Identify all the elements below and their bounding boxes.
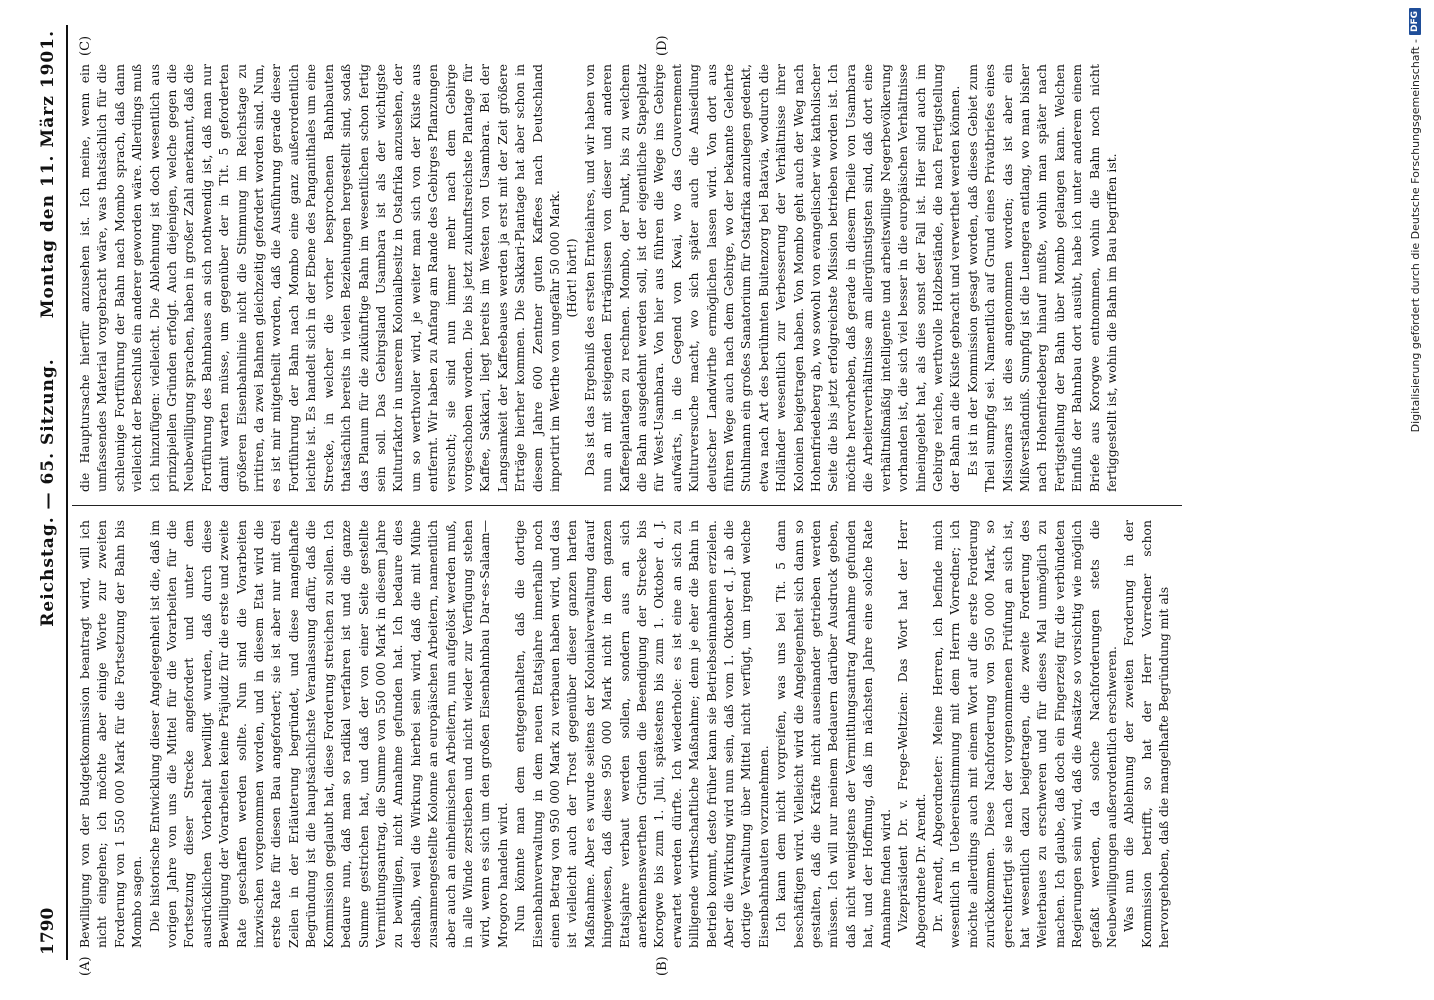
left-paragraph-4: Ich kann dem nicht vorgreifen, was uns bei Tit. 5 dann beschäftigen wird. Vielleicht wird die Angelegenheit sich dann so gestalten, daß die Kräfte nicht auseinander getrieben werden müssen. Ich will nur meinem Bedauern darüber Ausdruck geben, daß nicht wenigstens der Vermittlungsantrag Annahme gefunden hat, und der Hoffnung, daß im nächsten Jahre eine solche Rate Annahme finden wird. bbox=[773, 520, 893, 948]
header-rule bbox=[66, 25, 68, 960]
session-date: Montag den 11. März 1901. bbox=[38, 30, 58, 319]
right-paragraph-3: Das ist das Ergebniß des ersten Ernteiahres, und wir haben von nun an mit steigenden Erträgnissen von dieser und anderen Kaffeeplantagen zu rechnen. Mombo, der Punkt, bis zu welchem die Bahn ausgedehnt werden soll, ist der eigentliche Stapelplatz für West-Usambara. Von hier aus führen die Wege ins Gebirge aufwärts, in die Gegend von Kwai, wo das Gouvernement Kulturversuche macht, wo sich später auch die Ansiedlung deutscher Landwirthe ermöglichen lassen wird. Von dort aus führen Wege auch nach dem Gebirge, wo der bekannte Gelehrte Stuhlmann ein großes Sanatorium für Ostafrika anzulegen gedenkt, etwa nach Art des berühmten Buitenzorg bei Batavia, wodurch die Holländer wesentlich zur Verbesserung der Verhältnisse ihrer Kolonien beigetragen haben. Von Mombo geht auch der Weg nach Hohenfriedeberg ab, wo sowohl von evangelischer wie katholischer Seite die bis jetzt erfolgreichste Mission betrieben worden ist. Ich möchte hervorheben, daß gerade in diesem Theile von Usambara die Arbeiterverhältnisse am allergünstigsten sind, daß dort eine verhältnißmäßig intelligente und arbeitswillige Negerbevölkerung vorhanden ist, die sich viel besser in die europäischen Verhältnisse hineingelebt hat, als dies sonst der Fall ist. Hier sind auch im Gebirge reiche, werthvolle Holzbestände, die nach Fertigstellung der Bahn an die Küste gebracht und verwerthet werden können. bbox=[581, 64, 963, 492]
dfg-logo: DFG bbox=[1409, 8, 1421, 35]
left-paragraph-6: Dr. Arendt, Abgeordneter: Meine Herren, ich befinde mich wesentlich in Uebereinstimmung mit dem Herrn Vorredner; ich möchte allerdings auch mit einem Wort auf die erste Forderung zurückkommen. Diese Nachforderung von 950 000 Mark, so gerechtfertigt sie nach der vorgenommenen Prüfung an sich ist, hat wesentlich dazu beigetragen, die zweite Forderung des Weiterbaues zu erschweren und für dieses Mal unmöglich zu machen. Ich glaube, daß doch ein Fingerzeig für die verbündeten Regierungen sein wird, daß die Ansätze so vorsichtig wie möglich gefaßt werden, da solche Nachforderungen stets die Neubewilligungen außerordentlich erschweren. bbox=[929, 520, 1119, 948]
page-number: 1790 bbox=[38, 907, 58, 955]
left-paragraph-2: Die historische Entwicklung dieser Angelegenheit ist die, daß im vorigen Jahre von uns die Mittel für die Vorarbeiten für die Fortsetzung dieser Strecke angefordert und unter dem ausdrücklichen Vorbehalt bewilligt wurden, daß durch diese Bewilligung der Vorarbeiten keine Präjudiz für die erste und zweite Rate geschaffen werden sollte. Nun sind die Vorarbeiten inzwischen vorgenommen worden, und in diesem Etat wird die erste Rate für diesen Bau angefordert; sie ist aber nur mit drei Zeilen in der Erläuterung begründet, und diese mangelhafte Begründung ist die hauptsächlichste Veranlassung dafür, daß die Kommission geglaubt hat, diese Forderung streichen zu sollen. Ich bedaure nun, daß man so radikal verfahren ist und die ganze Summe gestrichen hat, und daß der von einer Seite gestellte Vermittlungsantrag, die Summe von 550 000 Mark in diesem Jahre zu bewilligen, nicht Annahme gefunden hat. Ich bedaure dies deshalb, weil die Wirkung hierbei sein wird, daß die mit Mühe zusammengestellte Kolonne an europäischen Arbeitern, namentlich aber auch an einheimischen Arbeitern, nun aufgelöst werden muß, in alle Winde zerstieben und nicht wieder zur Verfügung stehen wird, wenn es sich um den großen Eisenbahnbau Dar-es-Salaam—Mrogoro handeln wird. bbox=[146, 520, 510, 948]
right-interjection: (Hört! hört!) bbox=[564, 238, 580, 318]
session-title: Reichstag. — 65. Sitzung. bbox=[38, 358, 58, 627]
right-paragraph-1: die Hauptursache hierfür anzusehen ist. Ich meine, wenn ein umfassendes Material vorgebracht wäre, was thatsächlich für die schleunige Fortführung der Bahn nach Mombo sprach, daß dann vielleicht der Beschluß ein anderer geworden wäre. Allerdings muß ich hinzufügen: vielleicht. Die Ablehnung ist doch wesentlich aus prinzipiellen Gründen erfolgt. Auch diejenigen, welche gegen die Neubewilligung sprachen, haben in großer Zahl anerkannt, daß die Fortführung des Bahnbaues an sich nothwendig ist, daß man nur damit warten müsse, um gegenüber der in Tit. 5 geforderten größeren Eisenbahnlinie nicht die Stimmung im Reichstage zu irritiren, da zwei Bahnen gleichzeitig gefordert worden sind. Nun, es ist mir mitgetheilt worden, daß die Ausführung gerade dieser Fortführung der Bahn nach Mombo eine ganz außerordentlich leichte ist. Es handelt sich in der Ebene des Panganithales um eine Strecke, in welcher die vorher besprochenen Bahnbauten thatsächlich bereits in vielen Beziehungen hergestellt sind, sodaß das Planum für die zukünftige Bahn im wesentlichen schon fertig sein soll. Das Gebirgsland Usambara ist als der wichtigste Kulturfaktor in unserem Kolonialbesitz in Ostafrika anzusehen, der um so werthvoller wird, je weiter man sich von der Küste aus entfernt. Wir haben zu Anfang am Rande des Gebirges Pflanzungen versucht; sie sind nun immer mehr nach dem Gebirge vorgeschoben worden. Die bis jetzt zukunftsreichste Plantage für Kaffee, Sakkari, liegt bereits im Westen von Usambara. Bei der Langsamkeit der Kaffeebaues werden ja erst mit der Zeit größere Erträge hierher kommen. Die Sakkari-Plantage hat aber schon in diesem Jahre 600 Zentner guten Kaffees nach Deutschland importirt im Werthe von ungefähr 50 000 Mark. bbox=[77, 64, 562, 492]
margin-marker-c: (C) bbox=[78, 35, 93, 56]
right-paragraph-4: Es ist in der Kommission gesagt worden, daß dieses Gebiet zum Theil sumpfig sei. Namentlich auf Grund eines Privatbriefes eines Missionars ist dies angenommen worden; das ist aber ein Mißverständniß. Sumpfig ist die Luengera entlang, wo man bisher nach Hohenfriedeberg hinauf mußte, wohin man später nach Fertigstellung der Bahn über Mombo gelangen kann. Welchen Einfluß der Bahnbau dort ausübt, habe ich unter anderem einem Briefe aus Korogwe entnommen, wohin die Bahn noch nicht fertiggestellt ist, wohin die Bahn im Bau begriffen ist. bbox=[964, 64, 1119, 492]
left-paragraph-1: Bewilligung von der Budgetkommission beantragt wird, will ich nicht eingehen; ich möchte aber einige Worte zur zweiten Forderung von 1 550 000 Mark für die Fortsetzung der Bahn bis Mombo sagen. bbox=[77, 520, 145, 948]
column-divider bbox=[72, 505, 1182, 506]
left-paragraph-3: Nun könnte man dem entgegenhalten, daß die dortige Eisenbahnverwaltung in dem neuen Etatsjahre innerhalb noch einen Betrag von 950 000 Mark zu verbauen haben wird, und das ist vielleicht auch der Trost gegenüber dieser ganzen harten Maßnahme. Aber es wurde seitens der Kolonialverwaltung darauf hingewiesen, daß diese 950 000 Mark nicht in dem ganzen Etatsjahre verbaut werden sollen, sondern aus an sich anerkennenswerthen Gründen die Beendigung der Strecke bis Korogwe bis zum 1. Juli, spätestens bis zum 1. Oktober d. J. erwartet werden dürfte. Ich wiederhole: es ist eine an sich zu billigende wirthschaftliche Maßnahme; denn je eher die Bahn in Betrieb kommt, desto früher kann sie Betriebseinnahmen erzielen. Aber die Wirkung wird nun sein, daß vom 1. Oktober d. J. ab die dortige Verwaltung über Mittel nicht verfügt, um irgend welche Eisenbahnbauten vorzunehmen. bbox=[512, 520, 771, 948]
digitization-stamp bbox=[1404, 8, 1426, 588]
left-column bbox=[76, 520, 1176, 948]
margin-marker-d: (D) bbox=[655, 35, 670, 56]
digitization-text: Digitalisierung gefördert durch die Deutsche Forschungsgemeinschaft - bbox=[1408, 39, 1422, 433]
margin-marker-a: (A) bbox=[78, 956, 93, 976]
left-paragraph-7: Was nun die Ablehnung der zweiten Forderung in der Kommission betrifft, so hat der Herr Vorredner schon hervorgehoben, daß die mangelhafte Begründung mit als bbox=[1121, 520, 1172, 948]
right-column bbox=[76, 64, 1176, 492]
left-paragraph-5: Vizepräsident Dr. v. Frege-Weltzien: Das Wort hat der Herr Abgeordnete Dr. Arendt. bbox=[895, 520, 928, 948]
page-header bbox=[34, 30, 68, 955]
margin-marker-b: (B) bbox=[655, 956, 670, 976]
